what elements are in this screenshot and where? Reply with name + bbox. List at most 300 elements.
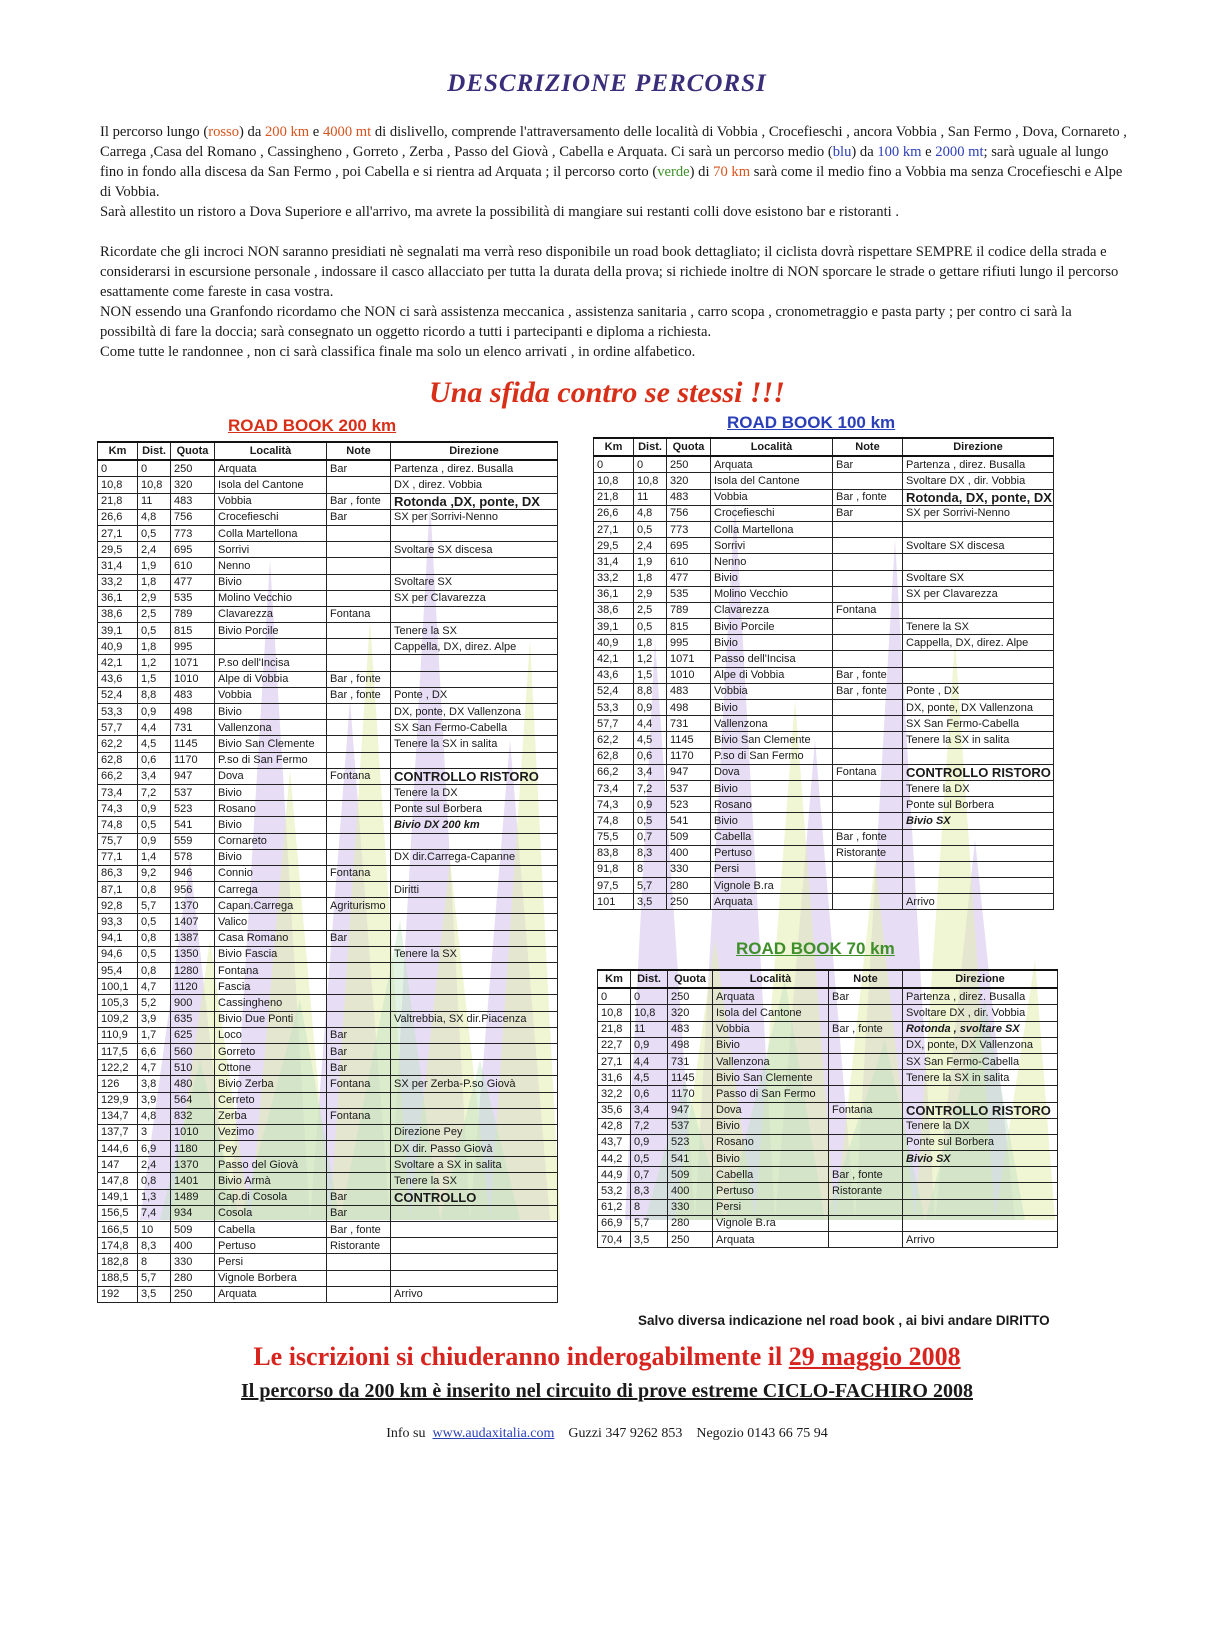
- roadbook-70-title: ROAD BOOK 70 km: [736, 939, 895, 958]
- table-cell: 0: [138, 460, 171, 477]
- table-cell: Bivio San Clemente: [711, 732, 833, 748]
- table-cell: 523: [668, 1134, 713, 1150]
- table-cell: 74,3: [594, 797, 634, 813]
- table-cell: 0,9: [631, 1134, 668, 1150]
- table-cell: 42,8: [598, 1118, 631, 1134]
- table-row: [594, 683, 1054, 699]
- table-cell: CONTROLLO: [391, 1189, 558, 1205]
- table-cell: [391, 898, 558, 914]
- table-cell: 756: [667, 505, 711, 521]
- table-cell: [833, 861, 903, 877]
- circuit-notice: Il percorso da 200 km è inserito nel circuito di prove estreme CICLO-FACHIRO 2008: [241, 1380, 973, 1402]
- table-cell: Bar: [327, 1027, 391, 1043]
- intro-text-d: di dislivello, comprende l'attraversamento delle località di Vobbia , Crocefieschi , ancora Vobbia , San Fermo , Dova, Cornareto , Carrega ,Casa del Romano , Cassingheno , Gorreto , Zerba , Passo del Giovà , Cabella e Arquata. Ci sarà un percorso medio (: [100, 124, 1127, 160]
- table-cell: Bar: [327, 1205, 391, 1221]
- table-cell: [903, 651, 1054, 667]
- table-cell: Colla Martellona: [711, 521, 833, 537]
- website-link[interactable]: www.audaxitalia.com: [432, 1426, 555, 1441]
- intro-p4: Come tutte le randonnee , non ci sarà classifica finale ma solo un elenco arrivati , in ordine alfabetico.: [100, 344, 696, 360]
- table-cell: 995: [667, 635, 711, 651]
- table-row: [594, 619, 1054, 635]
- table-cell: 11: [138, 493, 171, 509]
- table-cell: 109,2: [98, 1011, 138, 1027]
- table-cell: 7,2: [634, 780, 667, 796]
- table-cell: CONTROLLO RISTORO: [903, 764, 1054, 780]
- table-cell: 57,7: [98, 720, 138, 736]
- table-cell: Bar: [327, 930, 391, 946]
- table-cell: Bivio: [215, 574, 327, 590]
- table-cell: 695: [667, 538, 711, 554]
- table-cell: Direzione Pey: [391, 1124, 558, 1140]
- table-row: [594, 732, 1054, 748]
- table-cell: 31,4: [98, 558, 138, 574]
- table-cell: [327, 946, 391, 962]
- table-cell: Pertuso: [713, 1183, 829, 1199]
- table-cell: [829, 1053, 903, 1069]
- table-row: [98, 1108, 558, 1124]
- table-cell: 0,9: [634, 700, 667, 716]
- table-cell: 97,5: [594, 878, 634, 894]
- table-cell: Nenno: [215, 558, 327, 574]
- table-cell: 4,4: [634, 716, 667, 732]
- table-cell: 5,2: [138, 995, 171, 1011]
- table-row: [98, 1043, 558, 1059]
- table-cell: [391, 914, 558, 930]
- table-row: [594, 813, 1054, 829]
- column-header: Dist.: [634, 438, 667, 456]
- table-cell: [903, 521, 1054, 537]
- table-cell: Bivio: [215, 817, 327, 833]
- table-cell: 0,5: [631, 1151, 668, 1167]
- column-header: Direzione: [903, 970, 1058, 988]
- table-cell: [833, 521, 903, 537]
- table-cell: DX , direz. Vobbia: [391, 477, 558, 493]
- table-row: [98, 930, 558, 946]
- table-cell: Arquata: [215, 460, 327, 477]
- table-cell: 93,3: [98, 914, 138, 930]
- table-cell: 10: [138, 1222, 171, 1238]
- table-cell: Ponte , DX: [391, 687, 558, 703]
- table-cell: 94,6: [98, 946, 138, 962]
- table-cell: [327, 574, 391, 590]
- table-cell: Bivio: [713, 1151, 829, 1167]
- table-cell: 0,5: [138, 914, 171, 930]
- column-header: Note: [327, 442, 391, 460]
- intro-mt2000: 2000 mt: [935, 144, 984, 160]
- table-row: [598, 1118, 1058, 1134]
- table-cell: [327, 784, 391, 800]
- table-cell: 52,4: [594, 683, 634, 699]
- table-cell: [215, 639, 327, 655]
- table-cell: Tenere la DX: [391, 784, 558, 800]
- table-row: [598, 988, 1058, 1005]
- table-cell: 1145: [171, 736, 215, 752]
- table-cell: Sorrivi: [711, 538, 833, 554]
- table-cell: [391, 1027, 558, 1043]
- table-cell: DX, ponte, DX Vallenzona: [391, 704, 558, 720]
- table-row: [98, 817, 558, 833]
- table-cell: 0,5: [138, 946, 171, 962]
- table-cell: Svoltare SX: [903, 570, 1054, 586]
- table-cell: Vallenzona: [711, 716, 833, 732]
- table-cell: 2,9: [138, 590, 171, 606]
- table-cell: 1,8: [138, 574, 171, 590]
- table-cell: [903, 1183, 1058, 1199]
- table-cell: 6,9: [138, 1141, 171, 1157]
- table-cell: Bivio Zerba: [215, 1076, 327, 1092]
- roadbook-200-title: ROAD BOOK 200 km: [228, 416, 397, 435]
- table-cell: 250: [171, 460, 215, 477]
- table-row: [98, 752, 558, 768]
- info-line: [0, 1426, 1214, 1442]
- table-cell: 509: [171, 1222, 215, 1238]
- table-cell: 4,7: [138, 1060, 171, 1076]
- table-row: [598, 1070, 1058, 1086]
- table-cell: 480: [171, 1076, 215, 1092]
- table-cell: Fascia: [215, 979, 327, 995]
- table-cell: [327, 801, 391, 817]
- table-cell: 1370: [171, 898, 215, 914]
- table-cell: 8: [631, 1199, 668, 1215]
- table-cell: 523: [171, 801, 215, 817]
- table-cell: [391, 1092, 558, 1108]
- table-row: [594, 878, 1054, 894]
- table-header-row: [594, 438, 1054, 456]
- roadbook-200-table: [97, 441, 558, 1303]
- table-cell: 8,3: [634, 845, 667, 861]
- table-cell: 73,4: [594, 780, 634, 796]
- table-cell: Dova: [711, 764, 833, 780]
- intro-rosso: rosso: [208, 124, 240, 140]
- table-cell: 21,8: [598, 1021, 631, 1037]
- table-cell: Tenere la DX: [903, 1118, 1058, 1134]
- table-cell: [327, 1092, 391, 1108]
- table-cell: Capan.Carrega: [215, 898, 327, 914]
- table-cell: [391, 1060, 558, 1076]
- table-cell: Bar: [327, 1060, 391, 1076]
- table-cell: 0,8: [138, 963, 171, 979]
- table-cell: SX per Sorrivi-Nenno: [903, 505, 1054, 521]
- table-cell: 483: [171, 687, 215, 703]
- table-cell: 3,9: [138, 1011, 171, 1027]
- table-cell: Molino Vecchio: [711, 586, 833, 602]
- table-cell: 947: [668, 1102, 713, 1118]
- table-cell: 695: [171, 542, 215, 558]
- table-cell: 3: [138, 1124, 171, 1140]
- table-row: [98, 979, 558, 995]
- column-header: Km: [598, 970, 631, 988]
- table-row: [594, 667, 1054, 683]
- table-cell: DX dir.Carrega-Capanne: [391, 849, 558, 865]
- table-cell: [903, 1167, 1058, 1183]
- table-cell: Nenno: [711, 554, 833, 570]
- table-cell: 400: [171, 1238, 215, 1254]
- table-cell: [833, 797, 903, 813]
- bivi-note: Salvo diversa indicazione nel road book , ai bivi andare DIRITTO: [638, 1313, 1050, 1328]
- table-cell: Persi: [713, 1199, 829, 1215]
- table-cell: 27,1: [98, 525, 138, 541]
- table-cell: Bivio: [215, 704, 327, 720]
- table-cell: 477: [171, 574, 215, 590]
- phone-negozio: Negozio 0143 66 75 94: [696, 1426, 828, 1441]
- table-cell: Cabella: [215, 1222, 327, 1238]
- table-row: [98, 720, 558, 736]
- table-cell: Bivio Porcile: [215, 623, 327, 639]
- table-cell: 35,6: [598, 1102, 631, 1118]
- table-cell: [327, 849, 391, 865]
- table-cell: Rosano: [215, 801, 327, 817]
- challenge-slogan: Una sfida contro se stessi !!!: [429, 376, 785, 409]
- table-cell: Arrivo: [903, 894, 1054, 910]
- table-cell: Bar: [327, 509, 391, 525]
- table-row: [594, 586, 1054, 602]
- table-cell: 36,1: [594, 586, 634, 602]
- table-row: [594, 489, 1054, 505]
- intro-text-e: ) da: [851, 144, 878, 160]
- table-cell: 280: [668, 1215, 713, 1231]
- table-cell: 174,8: [98, 1238, 138, 1254]
- table-cell: Pertuso: [215, 1238, 327, 1254]
- table-cell: 42,1: [594, 651, 634, 667]
- table-cell: 946: [171, 865, 215, 881]
- table-row: [98, 558, 558, 574]
- column-header: Dist.: [631, 970, 668, 988]
- table-row: [594, 456, 1054, 473]
- table-cell: 498: [668, 1037, 713, 1053]
- table-cell: Fontana: [327, 606, 391, 622]
- table-cell: [829, 1232, 903, 1248]
- table-cell: 1010: [171, 671, 215, 687]
- table-cell: [833, 894, 903, 910]
- table-row: [98, 460, 558, 477]
- table-cell: [829, 1070, 903, 1086]
- table-row: [594, 829, 1054, 845]
- table-cell: [833, 586, 903, 602]
- table-row: [98, 590, 558, 606]
- table-cell: 578: [171, 849, 215, 865]
- table-cell: 559: [171, 833, 215, 849]
- table-cell: 53,3: [98, 704, 138, 720]
- table-row: [594, 894, 1054, 910]
- table-cell: 330: [171, 1254, 215, 1270]
- table-row: [594, 538, 1054, 554]
- table-cell: Tenere la SX: [391, 946, 558, 962]
- intro-text-i: sarà come il medio fino a Vobbia ma senza Crocefieschi e Alpe di Vobbia.: [100, 164, 1123, 200]
- table-cell: Vobbia: [215, 493, 327, 509]
- close-text: Le iscrizioni si chiuderanno inderogabilmente il: [253, 1342, 789, 1371]
- table-cell: Bar , fonte: [833, 829, 903, 845]
- table-cell: Svoltare DX , dir. Vobbia: [903, 1005, 1058, 1021]
- table-cell: 1,2: [138, 655, 171, 671]
- table-cell: 40,9: [594, 635, 634, 651]
- table-cell: Vezimo: [215, 1124, 327, 1140]
- table-row: [98, 833, 558, 849]
- table-cell: Bar , fonte: [833, 489, 903, 505]
- table-cell: 2,4: [634, 538, 667, 554]
- table-cell: 0,8: [138, 1173, 171, 1189]
- table-cell: 773: [667, 521, 711, 537]
- table-cell: Vobbia: [711, 489, 833, 505]
- table-cell: Rosano: [711, 797, 833, 813]
- table-row: [98, 477, 558, 493]
- table-cell: Cosola: [215, 1205, 327, 1221]
- table-cell: 0,8: [138, 930, 171, 946]
- table-cell: 947: [667, 764, 711, 780]
- table-cell: DX, ponte, DX Vallenzona: [903, 700, 1054, 716]
- table-cell: Bivio SX: [903, 1151, 1058, 1167]
- table-cell: Passo dell'Incisa: [711, 651, 833, 667]
- table-cell: 57,7: [594, 716, 634, 732]
- table-cell: [391, 963, 558, 979]
- table-cell: [327, 542, 391, 558]
- table-row: [98, 995, 558, 1011]
- table-row: [594, 635, 1054, 651]
- table-cell: 21,8: [594, 489, 634, 505]
- table-cell: Valico: [215, 914, 327, 930]
- table-cell: 192: [98, 1286, 138, 1302]
- table-cell: [903, 1215, 1058, 1231]
- intro-paragraph-2: [100, 242, 1130, 362]
- table-cell: 250: [667, 456, 711, 473]
- table-cell: Arrivo: [903, 1232, 1058, 1248]
- table-row: [98, 623, 558, 639]
- table-cell: Vobbia: [215, 687, 327, 703]
- table-cell: 87,1: [98, 882, 138, 898]
- column-header: Direzione: [903, 438, 1054, 456]
- table-row: [98, 671, 558, 687]
- table-cell: 95,4: [98, 963, 138, 979]
- table-cell: Connio: [215, 865, 327, 881]
- table-cell: Fontana: [327, 1108, 391, 1124]
- table-cell: 29,5: [98, 542, 138, 558]
- table-cell: Cornareto: [215, 833, 327, 849]
- table-cell: [327, 1254, 391, 1270]
- table-cell: Ponte , DX: [903, 683, 1054, 699]
- table-cell: [833, 554, 903, 570]
- table-cell: 250: [667, 894, 711, 910]
- table-cell: 0: [98, 460, 138, 477]
- table-cell: Cabella: [713, 1167, 829, 1183]
- table-row: [98, 1222, 558, 1238]
- table-cell: [327, 1141, 391, 1157]
- table-cell: Arquata: [711, 894, 833, 910]
- table-cell: [327, 882, 391, 898]
- table-cell: 8: [634, 861, 667, 877]
- table-cell: 0,9: [138, 801, 171, 817]
- table-cell: 1,9: [138, 558, 171, 574]
- table-cell: 4,8: [634, 505, 667, 521]
- table-row: [98, 1157, 558, 1173]
- table-cell: Tenere la SX in salita: [903, 1070, 1058, 1086]
- table-cell: 0,6: [138, 752, 171, 768]
- table-cell: 4,5: [634, 732, 667, 748]
- table-row: [594, 651, 1054, 667]
- table-cell: [833, 716, 903, 732]
- table-cell: [833, 748, 903, 764]
- table-row: [98, 1270, 558, 1286]
- column-header: Quota: [667, 438, 711, 456]
- table-cell: 32,2: [598, 1086, 631, 1102]
- table-cell: Bar , fonte: [327, 1222, 391, 1238]
- table-cell: 635: [171, 1011, 215, 1027]
- table-cell: 510: [171, 1060, 215, 1076]
- table-cell: [327, 623, 391, 639]
- table-cell: 0,6: [631, 1086, 668, 1102]
- table-cell: 144,6: [98, 1141, 138, 1157]
- table-cell: Passo del Giovà: [215, 1157, 327, 1173]
- phone-guzzi: Guzzi 347 9262 853: [568, 1426, 683, 1441]
- table-cell: Ristorante: [327, 1238, 391, 1254]
- table-cell: 832: [171, 1108, 215, 1124]
- table-cell: 74,3: [98, 801, 138, 817]
- table-cell: 10,8: [98, 477, 138, 493]
- table-cell: 3,4: [138, 768, 171, 784]
- table-cell: 1489: [171, 1189, 215, 1205]
- intro-text: [100, 122, 1130, 362]
- table-cell: 0,9: [138, 704, 171, 720]
- table-cell: [833, 619, 903, 635]
- table-cell: [391, 1108, 558, 1124]
- table-row: [594, 570, 1054, 586]
- table-cell: Ponte sul Borbera: [903, 797, 1054, 813]
- table-cell: [327, 817, 391, 833]
- table-cell: Svoltare DX , dir. Vobbia: [903, 473, 1054, 489]
- table-cell: Zerba: [215, 1108, 327, 1124]
- table-cell: DX dir. Passo Giovà: [391, 1141, 558, 1157]
- table-cell: Clavarezza: [711, 602, 833, 618]
- intro-mt4000: 4000 mt: [322, 124, 372, 140]
- table-cell: 7,2: [138, 784, 171, 800]
- table-row: [594, 602, 1054, 618]
- table-cell: Bar , fonte: [327, 687, 391, 703]
- table-cell: 5,7: [631, 1215, 668, 1231]
- intro-text-g: ; sarà uguale al lungo fino in fondo alla discesa da San Fermo , poi Cabella e si rientra ad Arquata ; il percorso corto (: [100, 144, 1109, 180]
- table-cell: 934: [171, 1205, 215, 1221]
- table-cell: 62,8: [98, 752, 138, 768]
- column-header: Km: [98, 442, 138, 460]
- table-cell: 66,2: [98, 768, 138, 784]
- table-cell: Crocefieschi: [711, 505, 833, 521]
- table-cell: Colla Martellona: [215, 525, 327, 541]
- table-row: [98, 1011, 558, 1027]
- table-row: [594, 861, 1054, 877]
- table-cell: [833, 813, 903, 829]
- table-cell: Bivio DX 200 km: [391, 817, 558, 833]
- table-row: [594, 845, 1054, 861]
- table-cell: [327, 639, 391, 655]
- table-cell: [327, 736, 391, 752]
- table-cell: [327, 752, 391, 768]
- table-cell: 29,5: [594, 538, 634, 554]
- table-cell: 188,5: [98, 1270, 138, 1286]
- table-cell: 537: [668, 1118, 713, 1134]
- table-cell: 74,8: [98, 817, 138, 833]
- table-cell: Rotonda ,DX, ponte, DX: [391, 493, 558, 509]
- table-cell: Carrega: [215, 882, 327, 898]
- roadbook-70-table: [597, 969, 1058, 1248]
- table-cell: 31,4: [594, 554, 634, 570]
- table-cell: SX per Clavarezza: [903, 586, 1054, 602]
- table-row: [98, 1205, 558, 1221]
- table-cell: Fontana: [829, 1102, 903, 1118]
- table-cell: 3,4: [631, 1102, 668, 1118]
- table-cell: [829, 1199, 903, 1215]
- intro-text-f: e: [921, 144, 936, 160]
- table-row: [98, 493, 558, 509]
- table-cell: 5,7: [138, 898, 171, 914]
- table-cell: 27,1: [598, 1053, 631, 1069]
- table-cell: Ristorante: [833, 845, 903, 861]
